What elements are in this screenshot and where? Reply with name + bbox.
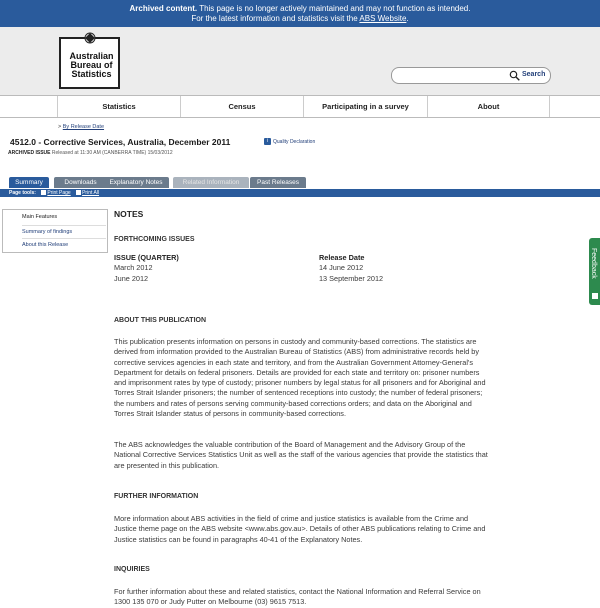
tab-related-information: Related Information	[173, 177, 249, 188]
archive-banner	[0, 0, 600, 27]
print-all-icon[interactable]	[76, 190, 81, 195]
archived-issue-label: ARCHIVED ISSUE	[8, 150, 51, 156]
notes-heading: NOTES	[114, 209, 144, 219]
banner-line2-suffix: .	[406, 14, 409, 23]
release-date-row: 13 September 2012	[319, 273, 384, 283]
nav-statistics[interactable]: Statistics	[57, 96, 180, 117]
sidebar-item-summary-of-findings[interactable]: Summary of findings	[22, 225, 106, 238]
feedback-tab[interactable]	[589, 238, 600, 305]
about-heading: ABOUT THIS PUBLICATION	[114, 317, 207, 324]
inquiries-heading: INQUIRIES	[114, 566, 150, 573]
breadcrumb-by-release-date[interactable]: By Release Date	[62, 124, 105, 130]
issue-column	[114, 253, 179, 284]
forthcoming-heading: FORTHCOMING ISSUES	[114, 236, 195, 243]
further-paragraph: More information about ABS activities in the field of crime and justice statistics is available from the Crime and Justice theme page on the ABS website <www.abs.gov.au>. Details of other ABS publications relating to Crime and Justice statistics can be found in paragraphs 40-41 of the Explanatory Notes.	[114, 514, 486, 544]
sidebar-item-about-this-release[interactable]: About this Release	[22, 238, 106, 251]
release-text: Released at 11:30 AM (CANBERRA TIME) 15/03/2012	[51, 150, 173, 156]
quality-declaration[interactable]	[264, 138, 315, 145]
issue-row: June 2012	[114, 273, 149, 283]
site-header	[0, 27, 600, 95]
print-page-icon[interactable]	[41, 190, 46, 195]
search-input[interactable]	[391, 67, 551, 84]
tab-past-releases[interactable]: Past Releases	[250, 177, 306, 188]
further-heading: FURTHER INFORMATION	[114, 493, 199, 500]
main-nav	[0, 95, 600, 118]
feedback-label[interactable]: Feedback	[590, 248, 597, 279]
inquiries-paragraph: For further information about these and related statistics, contact the National Information and Referral Service on 1300 135 070 or Judy Putter on Melbourne (03) 9615 7513.	[114, 587, 481, 607]
nav-participating[interactable]: Participating in a survey	[303, 96, 427, 117]
nav-census[interactable]: Census	[180, 96, 303, 117]
release-info	[8, 150, 173, 156]
sidebar	[2, 209, 108, 253]
tab-explanatory-notes[interactable]: Explanatory Notes	[103, 177, 169, 188]
release-date-column	[319, 253, 383, 284]
sidebar-item-main-features[interactable]: Main Features	[22, 214, 58, 220]
search-button[interactable]: Search	[522, 71, 546, 78]
print-page-link[interactable]: Print Page	[47, 190, 71, 196]
page-title: 4512.0 - Corrective Services, Australia, December 2011	[10, 137, 231, 147]
archived-label: Archived content.	[129, 4, 198, 13]
about-paragraph-1: This publication presents information on persons in custody and community-based corrections. The statistics are derived from information provided to the Australian Bureau of Statistics (ABS) from administrative records held by corrective services agencies in each state and territory, and from the Australian Government Attorney-General's Department for details on federal prisoners. Details are provided for each state and territory on: prisoner numbers and imprisonment rates by type of custody; prisoner numbers by legal status for all prisoners and for Aboriginal and Torres Strait Islander prisoners; the number of sentenced receptions into custody; the number of federal prisoners; the numbers and rates of persons serving community-based corrections orders; and data on the Aboriginal and Torres Strait Islander status of persons in community-based corrections.	[114, 337, 486, 419]
issue-header: ISSUE (QUARTER)	[114, 253, 179, 262]
logo-text: Australian Bureau of Statistics	[69, 51, 114, 79]
page-tools-bar	[0, 189, 600, 197]
abs-website-link[interactable]: ABS Website	[359, 14, 407, 23]
breadcrumb-prefix: >	[58, 124, 62, 130]
tab-downloads[interactable]: Downloads	[54, 177, 107, 188]
page-tools-label: Page tools:	[9, 190, 36, 196]
banner-line2-prefix: For the latest information and statistics visit the	[191, 14, 360, 23]
archived-text: This page is no longer actively maintained and may not function as intended.	[197, 4, 471, 13]
crest-icon	[82, 31, 98, 45]
quality-declaration-link[interactable]: Quality Declaration	[273, 138, 316, 145]
nav-about[interactable]: About	[427, 96, 550, 117]
release-date-header: Release Date	[319, 253, 365, 262]
abs-logo[interactable]	[59, 37, 120, 89]
print-all-link[interactable]: Print All	[82, 190, 100, 196]
breadcrumb	[58, 124, 104, 130]
tab-summary[interactable]: Summary	[9, 177, 49, 188]
info-icon: i	[264, 138, 271, 145]
feedback-icon[interactable]	[592, 293, 598, 299]
about-paragraph-2: The ABS acknowledges the valuable contribution of the Board of Management and the Advisory Group of the National Corrective Services Statistics Unit as well as the staff of the various agencies that provide the statistics that are presented in this publication.	[114, 440, 488, 470]
search-icon[interactable]	[509, 70, 520, 81]
issue-row: March 2012	[114, 263, 153, 273]
release-date-row: 14 June 2012	[319, 263, 364, 273]
